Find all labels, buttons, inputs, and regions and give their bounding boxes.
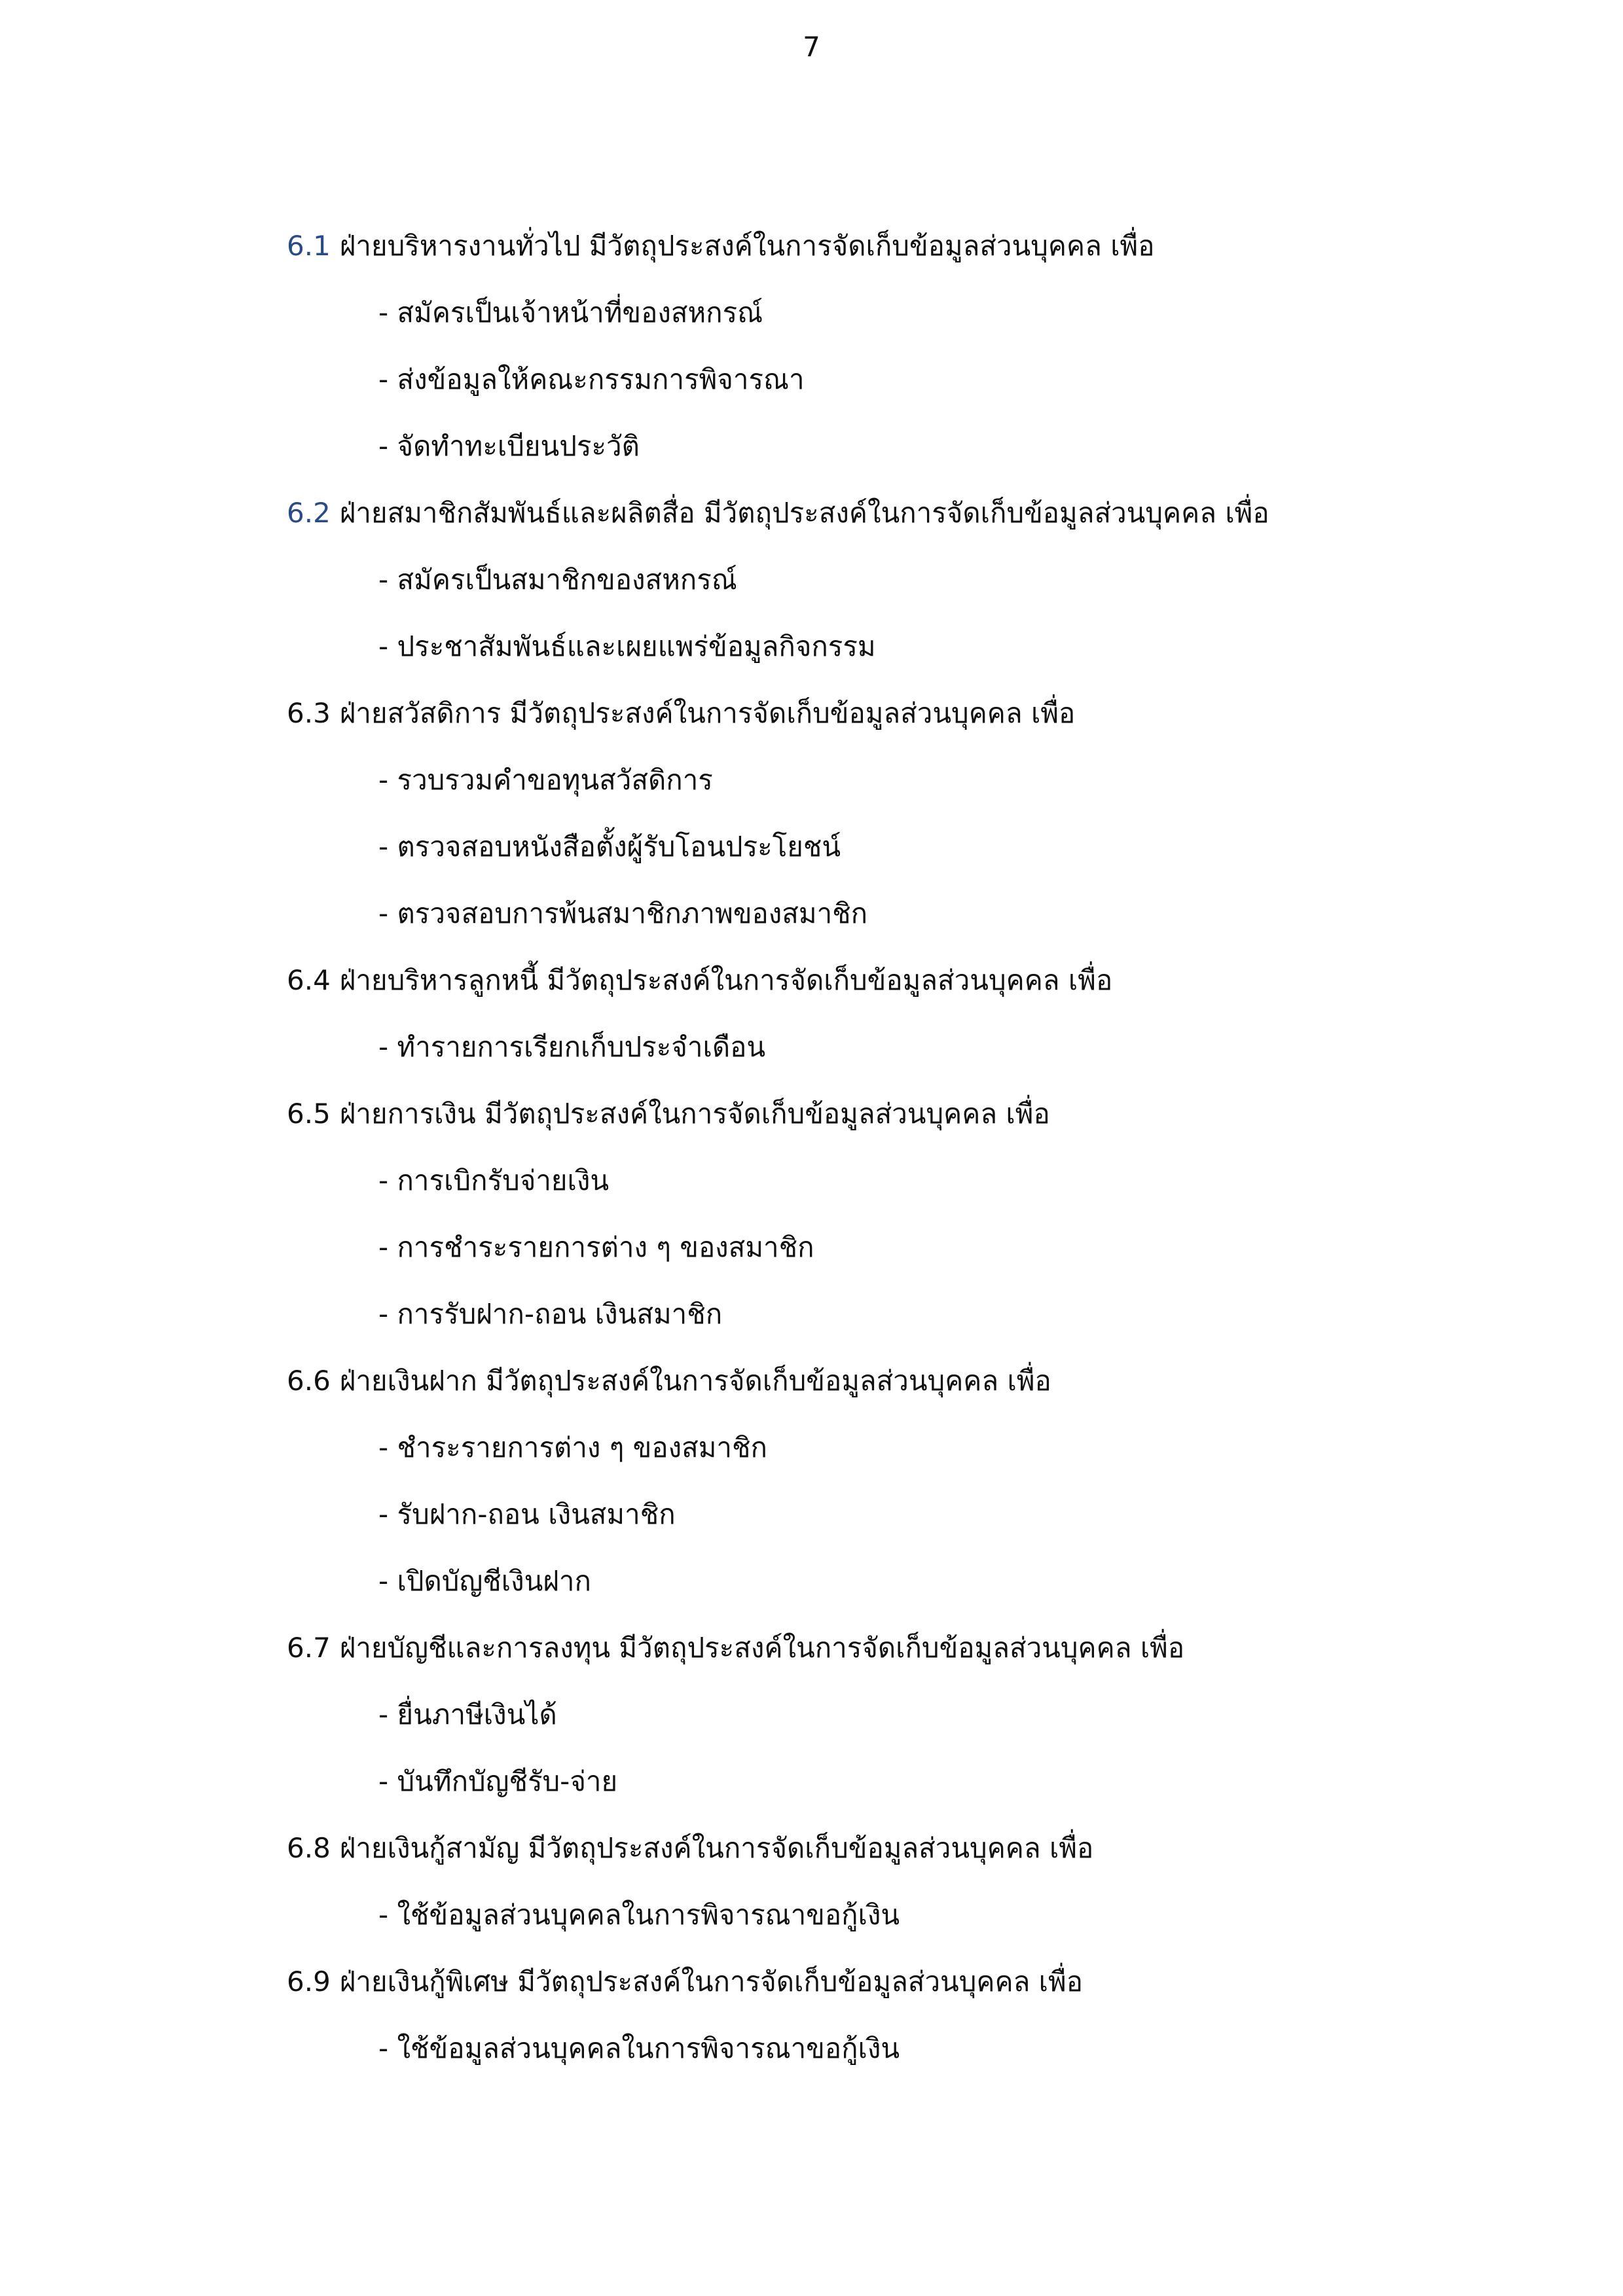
list-item: - ชำระรายการต่าง ๆ ของสมาชิก — [378, 1431, 767, 1463]
section-heading-6-4 — [287, 947, 1531, 1014]
list-item: - ยื่นภาษีเงินได้ — [378, 1698, 557, 1731]
section-number: 6.7 — [287, 1632, 331, 1664]
section-number: 6.6 — [287, 1365, 331, 1397]
section-heading-6-1 — [287, 213, 1531, 279]
list-item: - สมัครเป็นเจ้าหน้าที่ของสหกรณ์ — [378, 296, 763, 329]
section-number: 6.2 — [287, 497, 331, 529]
section-title: ฝ่ายสวัสดิการ มีวัตถุประสงค์ในการจัดเก็บข้อมูลส่วนบุคคล เพื่อ — [339, 697, 1076, 729]
section-title: ฝ่ายบริหารงานทั่วไป มีวัตถุประสงค์ในการจัดเก็บข้อมูลส่วนบุคคล เพื่อ — [339, 230, 1155, 262]
section-heading-6-8 — [287, 1815, 1531, 1882]
section-number: 6.8 — [287, 1832, 331, 1864]
list-item: - บันทึกบัญชีรับ-จ่าย — [378, 1765, 618, 1797]
section-number: 6.3 — [287, 697, 331, 729]
list-item: - ใช้ข้อมูลส่วนบุคคลในการพิจารณาขอกู้เงิน — [378, 1899, 900, 1931]
section-heading-6-2 — [287, 480, 1531, 547]
section-heading-6-7 — [287, 1615, 1531, 1681]
section-heading-6-3 — [287, 680, 1531, 747]
list-item: - การเบิกรับจ่ายเงิน — [378, 1164, 610, 1196]
section-title: ฝ่ายเงินกู้พิเศษ มีวัตถุประสงค์ในการจัดเก็บข้อมูลส่วนบุคคล เพื่อ — [339, 1965, 1083, 1998]
list-item: - เปิดบัญชีเงินฝาก — [378, 1565, 591, 1597]
section-number: 6.5 — [287, 1098, 331, 1130]
page-number: 7 — [803, 31, 820, 63]
document-body — [287, 213, 1531, 2082]
list-item: - สมัครเป็นสมาชิกของสหกรณ์ — [378, 564, 737, 596]
section-title: ฝ่ายบริหารลูกหนี้ มีวัตถุประสงค์ในการจัดเก็บข้อมูลส่วนบุคคล เพื่อ — [339, 964, 1113, 996]
section-title: ฝ่ายบัญชีและการลงทุน มีวัตถุประสงค์ในการจัดเก็บข้อมูลส่วนบุคคล เพื่อ — [339, 1632, 1185, 1664]
section-number: 6.4 — [287, 964, 331, 996]
list-item: - ทำรายการเรียกเก็บประจำเดือน — [378, 1031, 766, 1063]
list-item: - การชำระรายการต่าง ๆ ของสมาชิก — [378, 1231, 814, 1263]
section-number: 6.9 — [287, 1965, 331, 1998]
section-number: 6.1 — [287, 230, 331, 262]
list-item: - การรับฝาก-ถอน เงินสมาชิก — [378, 1298, 723, 1330]
section-heading-6-6 — [287, 1348, 1531, 1414]
list-item: - ใช้ข้อมูลส่วนบุคคลในการพิจารณาขอกู้เงิน — [378, 2032, 900, 2064]
section-title: ฝ่ายเงินฝาก มีวัตถุประสงค์ในการจัดเก็บข้อมูลส่วนบุคคล เพื่อ — [339, 1365, 1051, 1397]
section-title: ฝ่ายการเงิน มีวัตถุประสงค์ในการจัดเก็บข้อมูลส่วนบุคคล เพื่อ — [339, 1098, 1050, 1130]
list-item: - จัดทำทะเบียนประวัติ — [378, 430, 640, 462]
section-heading-6-9 — [287, 1948, 1531, 2015]
list-item: - ประชาสัมพันธ์และเผยแพร่ข้อมูลกิจกรรม — [378, 630, 876, 662]
section-heading-6-5 — [287, 1081, 1531, 1147]
list-item: - รับฝาก-ถอน เงินสมาชิก — [378, 1498, 676, 1530]
list-item: - ตรวจสอบหนังสือตั้งผู้รับโอนประโยชน์ — [378, 831, 841, 863]
list-item: - รวบรวมคำขอทุนสวัสดิการ — [378, 764, 713, 796]
section-title: ฝ่ายเงินกู้สามัญ มีวัตถุประสงค์ในการจัดเก็บข้อมูลส่วนบุคคล เพื่อ — [339, 1832, 1094, 1864]
list-item: - ตรวจสอบการพ้นสมาชิกภาพของสมาชิก — [378, 897, 868, 929]
list-item: - ส่งข้อมูลให้คณะกรรมการพิจารณา — [378, 363, 805, 395]
section-title: ฝ่ายสมาชิกสัมพันธ์และผลิตสื่อ มีวัตถุประสงค์ในการจัดเก็บข้อมูลส่วนบุคคล เพื่อ — [339, 497, 1269, 529]
